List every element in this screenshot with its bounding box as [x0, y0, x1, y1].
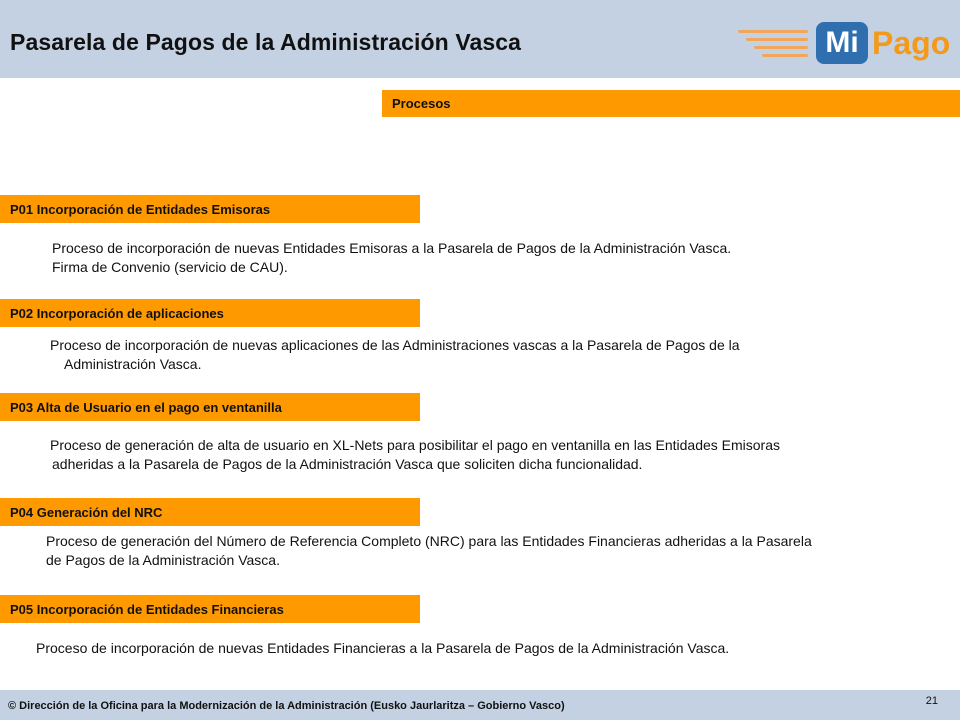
process-description-p01	[52, 239, 731, 277]
footer-band	[0, 690, 960, 720]
logo-pago-text: Pago	[872, 25, 951, 61]
logo-speedline	[746, 38, 808, 41]
header-band	[0, 0, 960, 78]
logo-speedline	[754, 46, 808, 49]
process-title-p04: P04 Generación del NRC	[0, 498, 420, 526]
process-title-p01: P01 Incorporación de Entidades Emisoras	[0, 195, 420, 223]
process-description-p05	[36, 639, 729, 658]
description-line: Proceso de incorporación de nuevas aplicaciones de las Administraciones vascas a la Pasarela de Pagos de la	[50, 337, 740, 353]
description-line: de Pagos de la Administración Vasca.	[46, 552, 280, 568]
logo-mi-box: Mi	[816, 22, 868, 64]
process-description-p04	[46, 532, 812, 570]
process-title-p03: P03 Alta de Usuario en el pago en ventanilla	[0, 393, 420, 421]
process-title-p02: P02 Incorporación de aplicaciones	[0, 299, 420, 327]
description-line: Proceso de incorporación de nuevas Entidades Financieras a la Pasarela de Pagos de la Administración Vasca.	[36, 640, 730, 656]
description-line: adheridas a la Pasarela de Pagos de la Administración Vasca que soliciten dicha funcionalidad.	[52, 456, 643, 472]
section-heading-procesos: Procesos	[382, 90, 960, 117]
process-title-p05: P05 Incorporación de Entidades Financieras	[0, 595, 420, 623]
process-description-p02	[50, 336, 740, 374]
process-description-p03	[50, 436, 780, 474]
description-line: Administración Vasca.	[64, 356, 202, 372]
description-line: Proceso de generación de alta de usuario en XL-Nets para posibilitar el pago en ventanilla en las Entidades Emisoras	[50, 437, 781, 453]
page-title: Pasarela de Pagos de la Administración Vasca	[10, 29, 522, 55]
description-line: Proceso de incorporación de nuevas Entidades Emisoras a la Pasarela de Pagos de la Administración Vasca.	[52, 240, 732, 256]
description-line: Proceso de generación del Número de Referencia Completo (NRC) para las Entidades Financieras adheridas a la Pasarela	[46, 533, 812, 549]
footer-copyright: © Dirección de la Oficina para la Modernización de la Administración (Eusko Jaurlaritza – Gobierno Vasco)	[8, 700, 565, 712]
logo-speedline	[762, 54, 808, 57]
page-number: 21	[925, 695, 938, 707]
mipago-logo	[738, 14, 951, 70]
logo-speedline	[738, 30, 808, 33]
description-line: Firma de Convenio (servicio de CAU).	[52, 259, 288, 275]
